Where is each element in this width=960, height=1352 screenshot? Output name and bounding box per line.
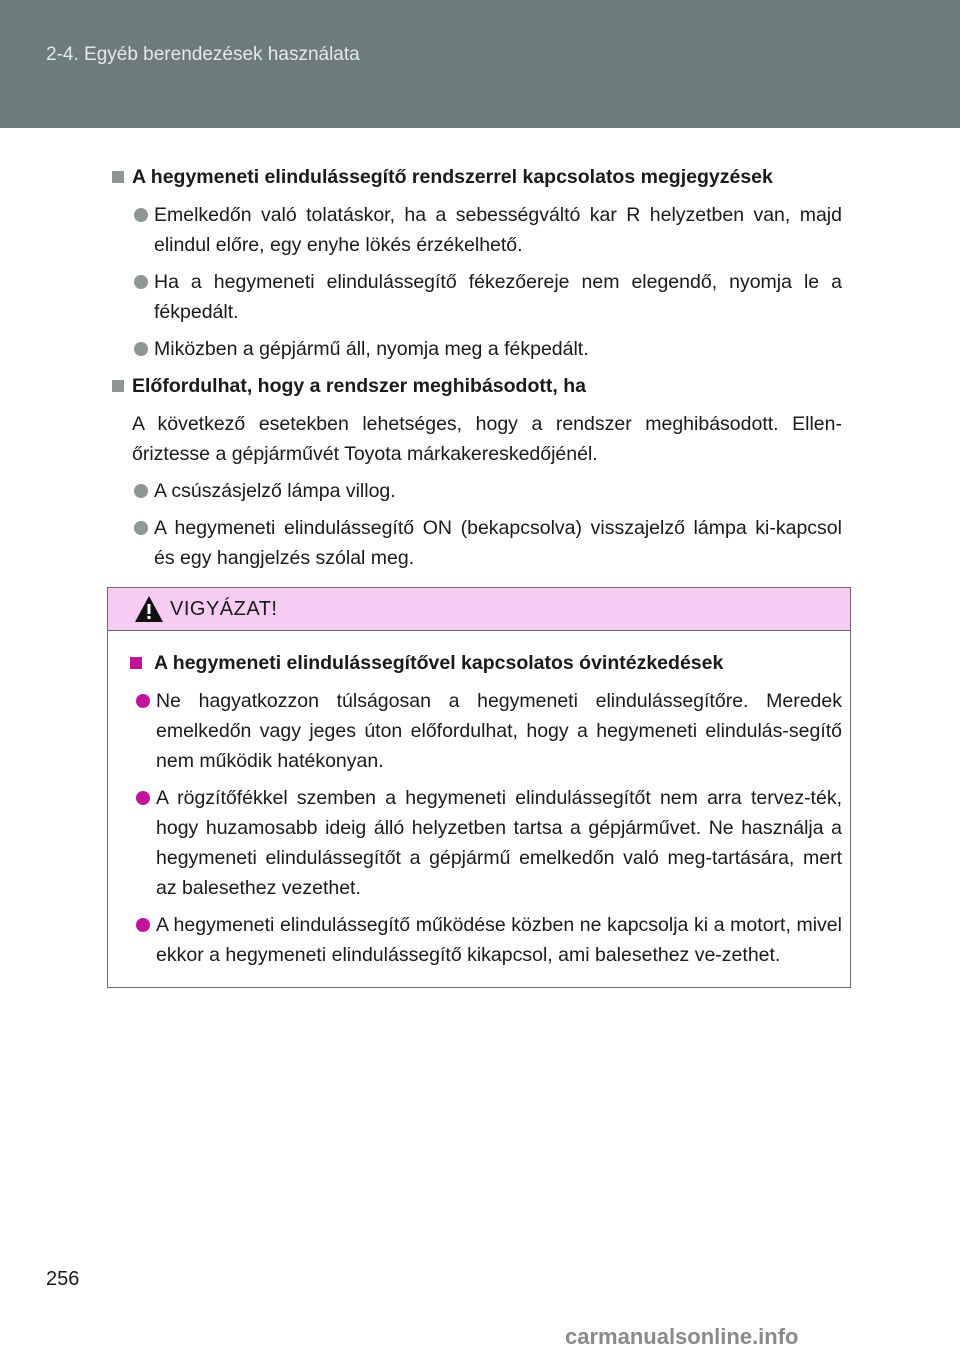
page-number: 256 (46, 1268, 80, 1290)
warning-triangle-icon (134, 595, 164, 623)
circle-bullet-icon (136, 918, 150, 932)
circle-bullet-icon (134, 275, 148, 289)
bullet-item: Emelkedőn való tolatáskor, ha a sebességváltó kar R helyzetben van, majd elindul előre, egy enyhe lökés érzékelhető. (112, 200, 842, 260)
section-heading: A hegymeneti elindulássegítő rendszerrel kapcsolatos megjegyzések (112, 162, 842, 192)
section-paragraph: A következő esetekben lehetséges, hogy a rendszer meghibásodott. Ellen-őriztesse a gépjárművét Toyota márkakereskedőjénél. (132, 413, 842, 465)
caution-heading: A hegymeneti elindulássegítővel kapcsolatos óvintézkedések (130, 648, 842, 678)
bullet-item: A csúszásjelző lámpa villog. (112, 476, 842, 506)
circle-bullet-icon (134, 208, 148, 222)
caution-body (130, 648, 842, 977)
bullet-item: Ha a hegymeneti elindulássegítő fékezőereje nem elegendő, nyomja le a fékpedált. (112, 267, 842, 327)
bullet-item: A hegymeneti elindulássegítő ON (bekapcsolva) visszajelző lámpa ki-kapcsol és egy hangjelzés szólal meg. (112, 513, 842, 573)
circle-bullet-icon (136, 791, 150, 805)
square-bullet-icon (112, 380, 124, 392)
caution-bullet: A rögzítőfékkel szemben a hegymeneti elindulássegítőt nem arra tervez-ték, hogy huzamosabb ideig álló helyzetben tartsa a gépjárművet. Ne használja a hegymeneti elindulássegítőt a gépjármű emelkedőn való meg-tartására, mert az balesethez vezethet. (130, 783, 842, 903)
caution-title: VIGYÁZAT! (170, 598, 278, 620)
chapter-title: 2-4. Egyéb berendezések használata (46, 44, 360, 65)
chapter-header (0, 0, 960, 128)
caution-box (107, 587, 851, 988)
square-bullet-icon (130, 657, 142, 669)
caution-bullet: Ne hagyatkozzon túlságosan a hegymeneti elindulássegítőre. Meredek emelkedőn vagy jeges úton előfordulhat, hogy a hegymeneti elindulás-segítő nem működik hatékonyan. (130, 686, 842, 776)
section-heading: Előfordulhat, hogy a rendszer meghibásodott, ha (112, 371, 842, 401)
bullet-item: Miközben a gépjármű áll, nyomja meg a fékpedált. (112, 334, 842, 364)
square-bullet-icon (112, 171, 124, 183)
circle-bullet-icon (134, 521, 148, 535)
caution-header (108, 588, 850, 631)
circle-bullet-icon (134, 484, 148, 498)
main-content (112, 162, 842, 580)
watermark: carmanualsonline.info (565, 1324, 799, 1349)
circle-bullet-icon (136, 694, 150, 708)
caution-bullet: A hegymeneti elindulássegítő működése közben ne kapcsolja ki a motort, mivel ekkor a hegymeneti elindulássegítő kikapcsol, ami balesethez ve-zethet. (130, 910, 842, 970)
circle-bullet-icon (134, 342, 148, 356)
